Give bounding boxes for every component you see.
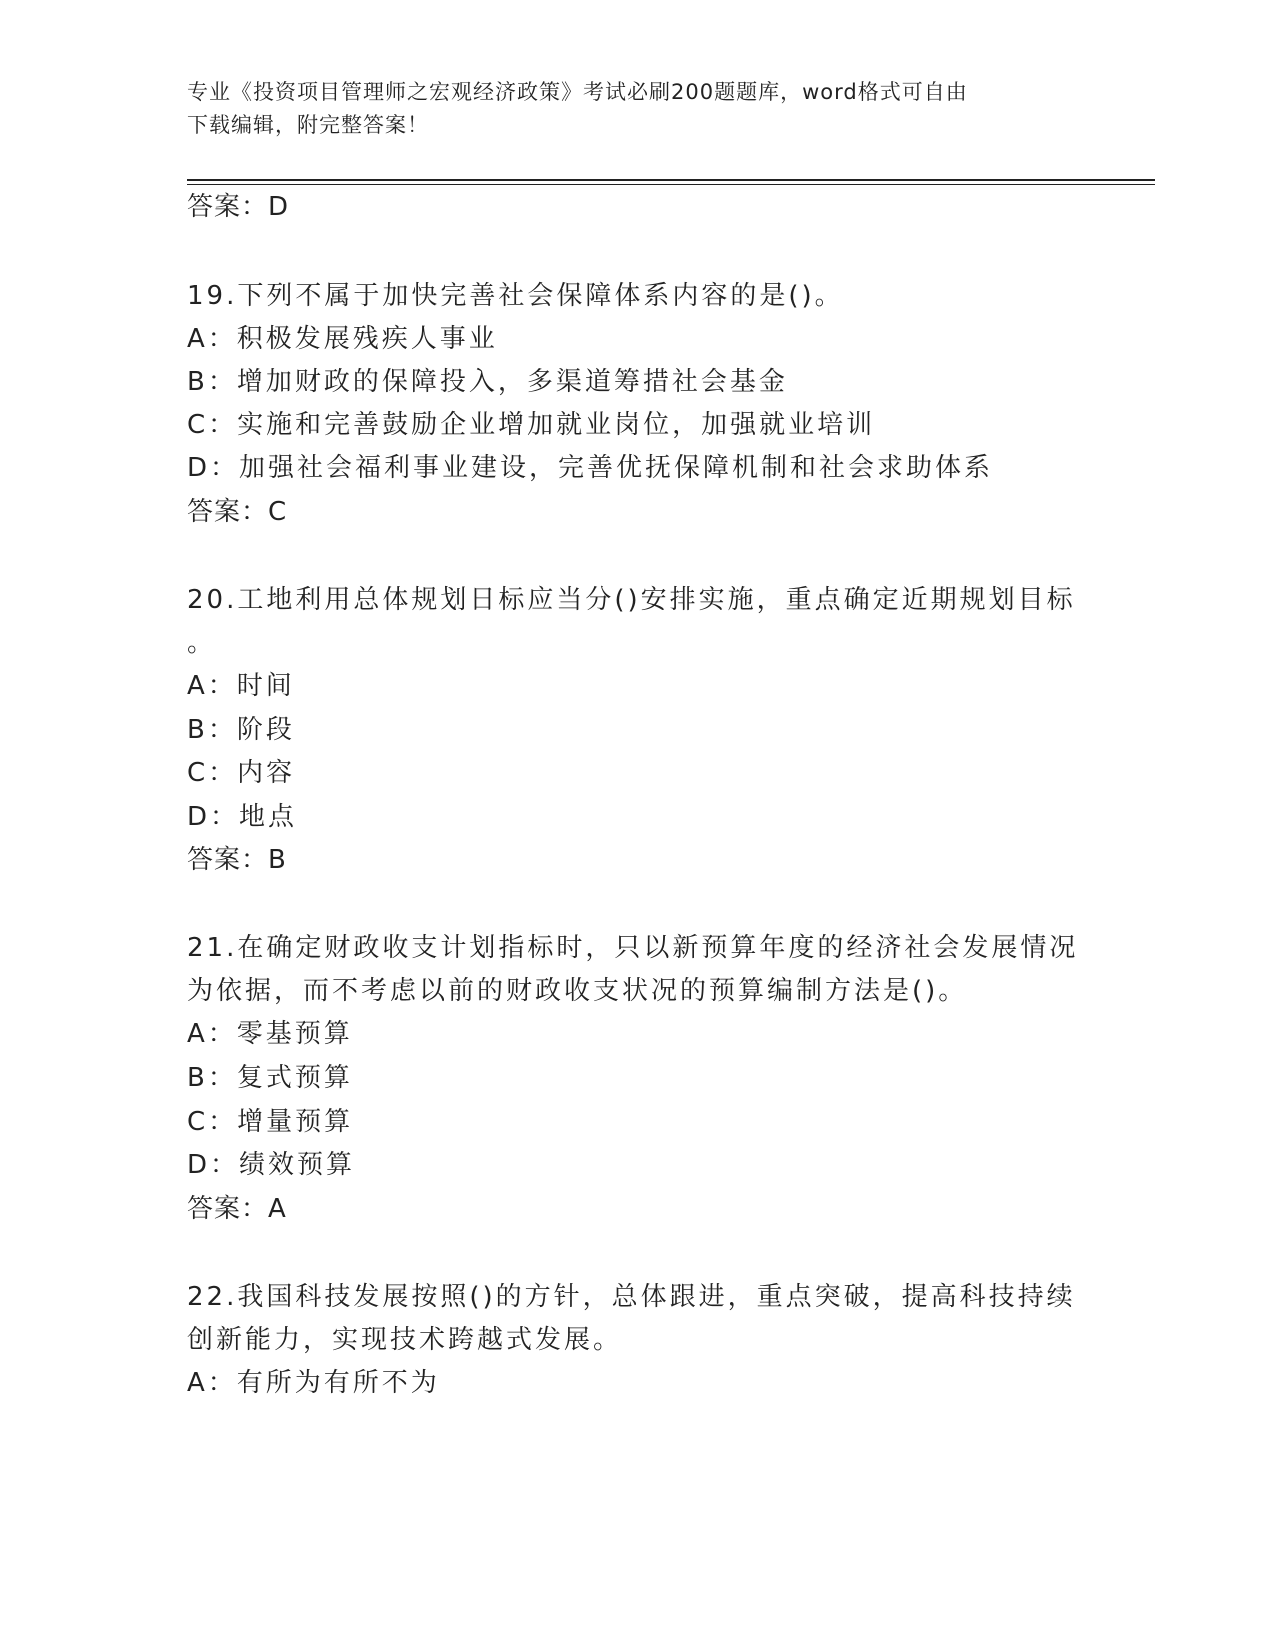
- question-20-option-a: A：时间: [187, 671, 295, 701]
- answer-previous: 答案：D: [187, 192, 290, 222]
- header-rule-thin: [187, 184, 1155, 185]
- header-rule-thick: [187, 179, 1155, 181]
- document-header: [187, 76, 1087, 142]
- question-22-stem-line-2: 创新能力，实现技术跨越式发展。: [187, 1325, 623, 1355]
- question-21-option-d: D：绩效预算: [187, 1150, 356, 1180]
- question-19-option-a: A：积极发展残疾人事业: [187, 324, 498, 354]
- question-19-option-d: D：加强社会福利事业建设，完善优抚保障机制和社会求助体系: [187, 453, 994, 483]
- question-19-answer: 答案：C: [187, 497, 288, 527]
- question-22-stem-line-1: 22.我国科技发展按照()的方针，总体跟进，重点突破，提高科技持续: [187, 1282, 1076, 1312]
- question-19-option-b: B：增加财政的保障投入，多渠道筹措社会基金: [187, 367, 788, 397]
- question-22-option-a: A：有所为有所不为: [187, 1368, 440, 1398]
- question-19-option-c: C：实施和完善鼓励企业增加就业岗位，加强就业培训: [187, 410, 876, 440]
- question-20-answer: 答案：B: [187, 845, 287, 875]
- question-21-option-b: B：复式预算: [187, 1063, 353, 1093]
- question-20-option-c: C：内容: [187, 758, 296, 788]
- question-20-option-b: B：阶段: [187, 715, 295, 745]
- header-line-2: 下载编辑，附完整答案！: [187, 113, 429, 137]
- question-19-stem: 19.下列不属于加快完善社会保障体系内容的是()。: [187, 281, 844, 311]
- question-21-stem-line-2: 为依据，而不考虑以前的财政收支状况的预算编制方法是()。: [187, 976, 968, 1006]
- question-20-stem-line-1: 20.工地利用总体规划日标应当分()安排实施，重点确定近期规划目标: [187, 585, 1076, 615]
- header-line-1: 专业《投资项目管理师之宏观经济政策》考试必刷200题题库，word格式可自由: [187, 80, 968, 104]
- question-20-option-d: D：地点: [187, 802, 298, 832]
- question-21-answer: 答案：A: [187, 1194, 287, 1224]
- question-21-option-a: A：零基预算: [187, 1019, 353, 1049]
- question-21-stem-line-1: 21.在确定财政收支计划指标时，只以新预算年度的经济社会发展情况: [187, 933, 1079, 963]
- question-20-stem-line-2: 。: [187, 628, 217, 658]
- question-21-option-c: C：增量预算: [187, 1107, 354, 1137]
